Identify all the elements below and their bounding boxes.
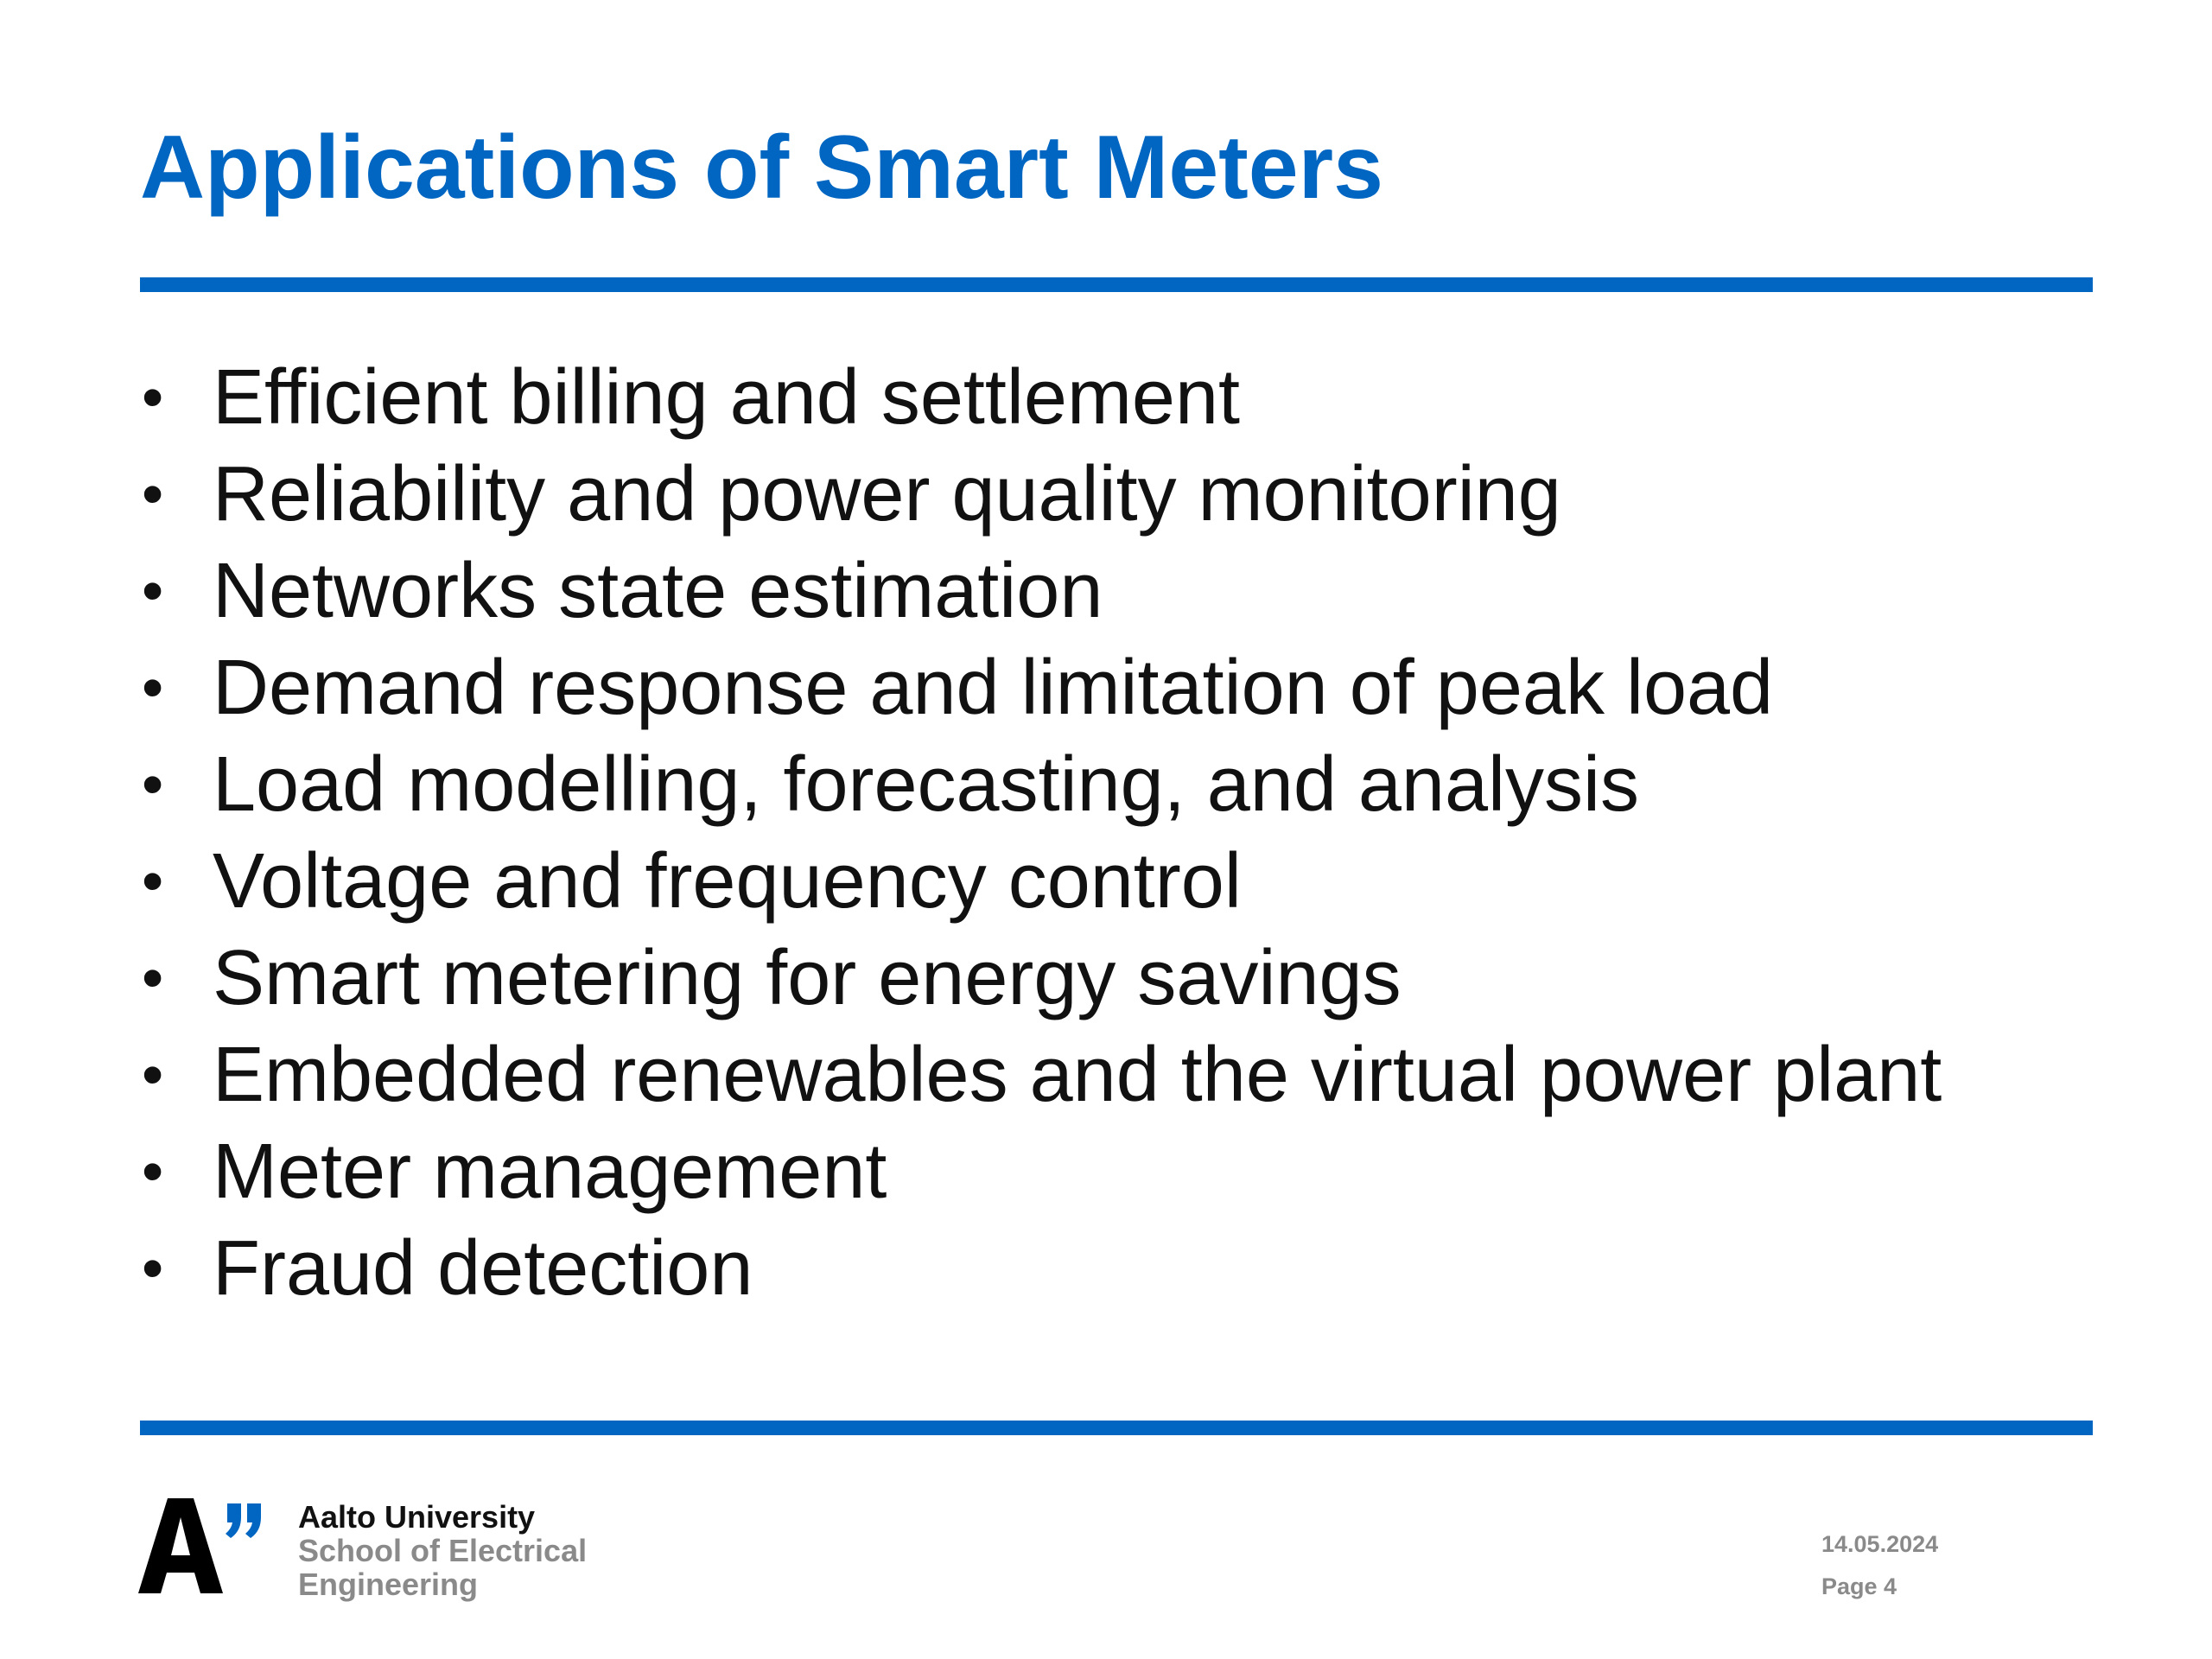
bullet-marker: • [142,944,164,1013]
slide-date: 14.05.2024 [1821,1531,1939,1557]
aalto-a-logo-icon [138,1498,268,1593]
bullet-text: Load modelling, forecasting, and analysis [213,741,1640,828]
bullet-marker: • [142,363,164,432]
bullet-marker: • [142,460,164,529]
bullet-marker: • [142,847,164,916]
bullet-text: Reliability and power quality monitoring [213,451,1561,537]
bullet-marker: • [142,653,164,722]
page-number: Page 4 [1821,1573,1897,1599]
bullet-marker: • [142,1040,164,1109]
bullet-text: Demand response and limitation of peak load [213,645,1774,731]
bullet-marker: • [142,556,164,626]
footer-divider [140,1421,2093,1435]
bullet-marker: • [142,1137,164,1206]
bullet-text: Meter management [213,1128,887,1215]
bullet-text: Embedded renewables and the virtual power plant [213,1032,1942,1118]
bullet-marker: • [142,750,164,819]
bullet-marker: • [142,1234,164,1303]
bullet-text: Voltage and frequency control [213,838,1242,925]
slide-title: Applications of Smart Meters [140,118,1383,218]
university-name: Aalto University [298,1499,536,1535]
title-divider [140,277,2093,292]
bullet-text: Fraud detection [213,1225,753,1312]
school-name-line-2: Engineering [298,1567,479,1602]
school-name-line-1: School of Electrical [298,1533,588,1568]
bullet-text: Efficient billing and settlement [213,354,1241,441]
bullet-text: Networks state estimation [213,548,1103,634]
bullet-text: Smart metering for energy savings [213,935,1402,1021]
